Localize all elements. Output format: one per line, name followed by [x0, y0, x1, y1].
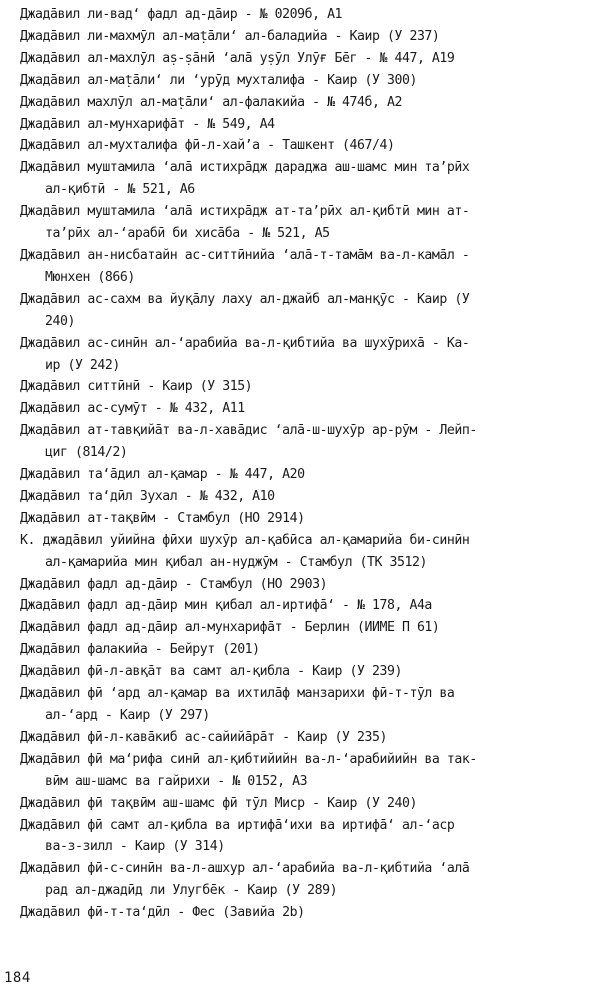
entry-text: Джадāвил фӣ ‘ард ал-қамар ва ихтилāф манзарихи фӣ-т-тӯл ва	[20, 686, 455, 702]
entry-text: Джадāвил ас-сумӯт - № 432, A11	[20, 401, 245, 417]
bibliography-entry	[20, 289, 595, 333]
entry-text: Джадāвил фӣ-л-авқāт ва самт ал-қибла - Каир (У 239)	[20, 664, 402, 680]
bibliography-entry	[20, 26, 595, 48]
bibliography-entry	[20, 508, 595, 530]
entry-text: Джадāвил фалакийа - Бейрут (201)	[20, 642, 260, 658]
entry-text: Джадāвил ли-махмӯл ал-маṭāли‘ ал-баладийа - Каир (У 237)	[20, 28, 440, 44]
bibliography-entry	[20, 595, 595, 617]
entry-text: Джадāвил фадл ад-дāир ал-мунхарифāт - Берлин (ИИМЕ П 61)	[20, 620, 440, 636]
bibliography-entry	[20, 858, 595, 902]
bibliography-entry	[20, 464, 595, 486]
entry-continuation: ал-қамарийа мин қибал ан-нуджӯм - Стамбул (ТК 3512)	[45, 554, 427, 570]
entry-text: Джадāвил та‘āдил ал-қамар - № 447, A20	[20, 467, 305, 483]
bibliography-entry	[20, 114, 595, 136]
bibliography-entry	[20, 486, 595, 508]
entry-text: Джадāвил фӣ ма‘рифа синӣ ал-қибтийийн ва-л-‘арабийийн ва так-	[20, 751, 477, 767]
bibliography-entry	[20, 574, 595, 596]
bibliography-entry	[20, 245, 595, 289]
bibliography-entry	[20, 530, 595, 574]
entry-text: Джадāвил фӣ-с-синӣн ва-л-ашхур ал-‘арабийа ва-л-қибтийа ‘алā	[20, 861, 470, 877]
entry-text: Джадāвил ал-махлӯл аṣ-ṣāнӣ ‘алā уṣӯл Улӯғ Бēг - № 447, A19	[20, 50, 455, 66]
entry-text: Джадāвил фӣ самт ал-қибла ва иртифā‘ихи ва иртифā‘ ал-‘аср	[20, 817, 455, 833]
entry-text: Джадāвил ат-тақвӣм - Стамбул (НО 2914)	[20, 510, 305, 526]
entry-text: Джадāвил ат-тавқийāт ва-л-хавāдис ‘алā-ш-шухӯр ар-рӯм - Лейп-	[20, 423, 477, 439]
bibliography-entry	[20, 48, 595, 70]
entry-text: Джадāвил фӣ тақвӣм аш-шамс фӣ тӯл Миср - Каир (У 240)	[20, 795, 417, 811]
entry-text: Джадāвил ас-сахм ва йуқāлу лаху ал-джайб ал-манқӯс - Каир (У	[20, 291, 470, 307]
bibliography-entry	[20, 333, 595, 377]
entry-text: Джадāвил ал-мухталифа фӣ-л-хай’а - Ташкент (467/4)	[20, 138, 395, 154]
entry-text: Джадāвил ан-нисбатайн ас-ситтӣнийа ‘алā-т-тамāм ва-л-камāл -	[20, 247, 470, 263]
entry-text: Джадāвил фадл ад-дāир мин қибал ал-иртифā‘ - № 178, A4а	[20, 598, 432, 614]
bibliography-entry	[20, 157, 595, 201]
bibliography-entry	[20, 815, 595, 859]
entry-text: Джадāвил ситтӣнӣ - Каир (У 315)	[20, 379, 253, 395]
entry-text: Джадāвил муштамила ‘алā истихрāдж дараджа аш-шамс мин та’рӣх	[20, 160, 470, 176]
bibliography-entry	[20, 661, 595, 683]
bibliography-entry	[20, 70, 595, 92]
bibliography-entry	[20, 683, 595, 727]
entry-continuation: 240)	[45, 313, 75, 329]
entry-text: Джадāвил ли-вад‘ фадл ад-дāир - № 0209б, A1	[20, 7, 343, 22]
entry-continuation: циг (814/2)	[45, 445, 128, 461]
bibliography-entry	[20, 420, 595, 464]
entry-text: Джадāвил ал-мунхарифāт - № 549, A4	[20, 116, 275, 132]
entry-text: Джадāвил фадл ад-дāир - Стамбул (НО 2903)	[20, 576, 328, 592]
bibliography-entry	[20, 902, 595, 924]
bibliography-list	[20, 4, 595, 924]
entry-continuation: Мюнхен (866)	[45, 269, 135, 285]
bibliography-entry	[20, 135, 595, 157]
bibliography-entry	[20, 639, 595, 661]
entry-continuation: рад ал-джадӣд ли Улугбēк - Каир (У 289)	[45, 883, 338, 899]
bibliography-entry	[20, 727, 595, 749]
bibliography-entry	[20, 92, 595, 114]
entry-text: К. джадāвил уйийна фӣхи шухӯр ал-қабӣса ал-қамарийа би-синӣн	[20, 532, 470, 548]
bibliography-entry	[20, 749, 595, 793]
bibliography-entry	[20, 398, 595, 420]
bibliography-entry	[20, 793, 595, 815]
entry-continuation: ал-‘ард - Каир (У 297)	[45, 708, 210, 723]
entry-text: Джадāвил ас-синӣн ал-‘арабийа ва-л-қибтийа ва шухӯрихā - Ка-	[20, 335, 470, 351]
page-number: 184	[4, 970, 31, 986]
entry-continuation: ва-з-зилл - Каир (У 314)	[45, 839, 225, 855]
entry-text: Джадāвил махлӯл ал-маṭāли‘ ал-фалакийа - № 474б, A2	[20, 94, 402, 110]
bibliography-entry	[20, 376, 595, 398]
entry-text: Джадāвил ал-маṭāли‘ ли ‘урӯд мухталифа - Каир (У 300)	[20, 72, 417, 88]
bibliography-entry	[20, 4, 595, 26]
entry-continuation: ал-қибтӣ - № 521, A6	[45, 182, 195, 198]
bibliography-entry	[20, 617, 595, 639]
entry-continuation: ир (У 242)	[45, 357, 120, 373]
entry-text: Джадāвил фӣ-л-кавāкиб ас-сайийāрāт - Каир (У 235)	[20, 729, 387, 745]
entry-text: Джадāвил фӣ-т-та‘дӣл - Фес (Завийа 2b)	[20, 905, 305, 921]
entry-text: Джадāвил та‘дӣл Зухал - № 432, A10	[20, 488, 275, 504]
bibliography-entry	[20, 201, 595, 245]
entry-continuation: вӣм аш-шамс ва гайрихи - № 0152, A3	[45, 773, 308, 789]
entry-continuation: та’рӣх ал-‘арабӣ би хисāба - № 521, A5	[45, 226, 330, 242]
entry-text: Джадāвил муштамила ‘алā истихрāдж ат-та’рӣх ал-қибтӣ мин ат-	[20, 204, 470, 220]
